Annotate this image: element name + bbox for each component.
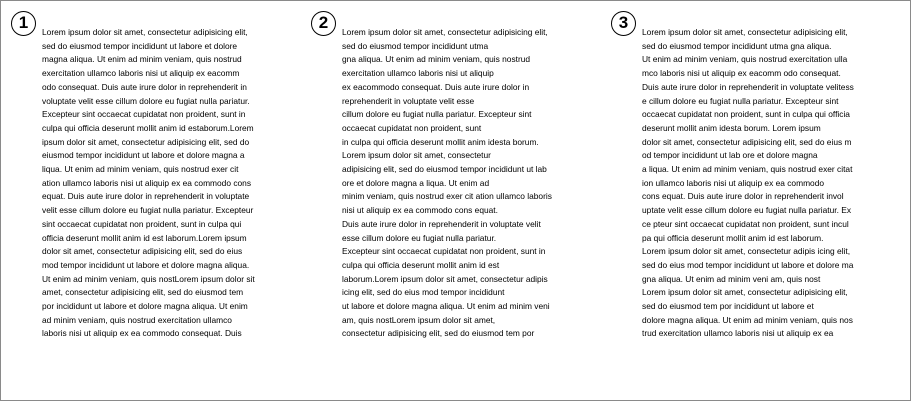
- text-line: ex eacommodo consequat. Duis aute irure dolor in: [342, 81, 530, 92]
- text-line: a liqua. Ut enim ad minim veniam, quis nostrud exer citat: [642, 164, 853, 175]
- text-line: dolore magna aliqua. Ut enim ad minim veniam, quis nos: [642, 314, 853, 325]
- text-line: laboris nisi ut aliquip ex ea commodo consequat. Duis: [42, 328, 242, 339]
- text-line: Duis aute irure dolor in reprehenderit in voluptate velit: [342, 218, 541, 229]
- text-line: e cillum dolore eu fugiat nulla pariatur. Excepteur sint: [642, 95, 839, 106]
- text-line: ut labore et dolore magna aliqua. Ut enim ad minim veni: [342, 301, 550, 312]
- text-line: voluptate velit esse cillum dolore eu fugiat nulla pariatur.: [42, 95, 250, 106]
- text-line: gna aliqua. Ut enim ad minim veniam, quis nostrud: [342, 54, 531, 65]
- text-line: esse cillum dolore eu fugiat nulla pariatur.: [342, 232, 497, 243]
- text-line: icing elit, sed do eius mod tempor incididunt: [342, 287, 505, 298]
- text-line: sint occaecat cupidatat non proident, sunt in culpa qui: [42, 218, 242, 229]
- text-line: equat. Duis aute irure dolor in reprehenderit in voluptate: [42, 191, 250, 202]
- column-text: [642, 26, 854, 341]
- text-line: deserunt mollit anim idesta borum. Lorem ipsum: [642, 122, 821, 133]
- text-line: liqua. Ut enim ad minim veniam, quis nostrud exer cit: [42, 164, 239, 175]
- text-line: adipisicing elit, sed do eiusmod tempor incididunt ut lab: [342, 164, 547, 175]
- text-line: exercitation ullamco laboris nisi ut aliquip: [342, 68, 494, 79]
- text-line: mco laboris nisi ut aliquip ex eacomm odo consequat.: [642, 68, 841, 79]
- text-line: Lorem ipsum dolor sit amet, consectetur adipisicing elit,: [642, 27, 848, 37]
- text-line: occaecat cupidatat non proident, sunt in culpa qui officia: [642, 109, 850, 120]
- text-line: odo consequat. Duis aute irure dolor in reprehenderit in: [42, 81, 247, 92]
- text-line: minim veniam, quis nostrud exer cit ation ullamco laboris: [342, 191, 552, 202]
- text-line: am, quis nostLorem ipsum dolor sit amet,: [342, 314, 496, 325]
- text-line: sed do eiusmod tempor incididunt utma gna aliqua.: [642, 40, 832, 51]
- text-line: sed do eiusmod tempor incididunt ut labore et dolore: [42, 40, 238, 51]
- text-line: consectetur adipisicing elit, sed do eiusmod tem por: [342, 328, 535, 339]
- column-number-badge: 3: [611, 11, 636, 36]
- column-number-badge: 1: [11, 11, 36, 36]
- text-line: Duis aute irure dolor in reprehenderit in voluptate velitess: [642, 81, 854, 92]
- text-line: culpa qui officia deserunt mollit anim id est: [342, 259, 500, 270]
- text-line: eiusmod tempor incididunt ut labore et dolore magna a: [42, 150, 245, 161]
- text-line: nisi ut aliquip ex ea commodo cons equat.: [342, 205, 498, 216]
- text-line: trud exercitation ullamco laboris nisi ut aliquip ex ea: [642, 328, 834, 339]
- text-line: dolor sit amet, consectetur adipisicing elit, sed do eius: [42, 246, 243, 257]
- text-line: sed do eius mod tempor incididunt ut labore et dolore ma: [642, 259, 854, 270]
- text-line: pa qui officia deserunt mollit anim id est laborum.: [642, 232, 824, 243]
- text-line: Lorem ipsum dolor sit amet, consectetur adipisicing elit,: [642, 287, 848, 298]
- text-line: Ut enim ad minim veniam, quis nostrud exercitation ulla: [642, 54, 848, 65]
- text-line: ion ullamco laboris nisi ut aliquip ex ea commodo: [642, 177, 825, 188]
- text-line: ad minim veniam, quis nostrud exercitation ullamco: [42, 314, 232, 325]
- text-line: Excepteur sint occaecat cupidatat non proident, sunt in: [342, 246, 546, 257]
- text-line: ation ullamco laboris nisi ut aliquip ex ea commodo cons: [42, 177, 252, 188]
- column-text: [342, 26, 552, 341]
- text-line: amet, consectetur adipisicing elit, sed do eiusmod tem: [42, 287, 244, 298]
- text-line: reprehenderit in voluptate velit esse: [342, 95, 475, 106]
- text-line: laborum.Lorem ipsum dolor sit amet, consectetur adipis: [342, 273, 548, 284]
- text-line: Ut enim ad minim veniam, quis nostLorem ipsum dolor sit: [42, 273, 255, 284]
- text-line: occaecat cupidatat non proident, sunt: [342, 122, 482, 133]
- text-line: ore et dolore magna a liqua. Ut enim ad: [342, 177, 490, 188]
- text-line: mod tempor incididunt ut labore et dolore magna aliqua.: [42, 259, 250, 270]
- text-line: Lorem ipsum dolor sit amet, consectetur: [342, 150, 491, 161]
- text-line: Lorem ipsum dolor sit amet, consectetur adipisicing elit,: [42, 27, 248, 37]
- text-line: culpa qui officia deserunt mollit anim id estaborum.Lorem: [42, 122, 254, 133]
- text-line: gna aliqua. Ut enim ad minim veni am, quis nost: [642, 273, 821, 284]
- text-line: od tempor incididunt ut lab ore et dolore magna: [642, 150, 818, 161]
- text-line: uptate velit esse cillum dolore eu fugiat nulla pariatur. Ex: [642, 205, 852, 216]
- text-line: sed do eiusmod tempor incididunt utma: [342, 40, 489, 51]
- text-line: in culpa qui officia deserunt mollit anim idesta borum.: [342, 136, 539, 147]
- text-line: officia deserunt mollit anim id est laborum.Lorem ipsum: [42, 232, 247, 243]
- column-text: [42, 26, 255, 341]
- text-line: exercitation ullamco laboris nisi ut aliquip ex eacomm: [42, 68, 240, 79]
- text-line: sed do eiusmod tem por incididunt ut labore et: [642, 301, 814, 312]
- text-line: Excepteur sint occaecat cupidatat non proident, sunt in: [42, 109, 246, 120]
- text-line: Lorem ipsum dolor sit amet, consectetur adipis icing elit,: [642, 246, 851, 257]
- text-line: dolor sit amet, consectetur adipisicing elit, sed do eius m: [642, 136, 852, 147]
- text-line: magna aliqua. Ut enim ad minim veniam, quis nostrud: [42, 54, 242, 65]
- text-line: Lorem ipsum dolor sit amet, consectetur adipisicing elit,: [342, 27, 548, 37]
- text-line: cons equat. Duis aute irure dolor in reprehenderit invol: [642, 191, 844, 202]
- text-line: cillum dolore eu fugiat nulla pariatur. Excepteur sint: [342, 109, 532, 120]
- text-line: ce pteur sint occaecat cupidatat non proident, sunt incul: [642, 218, 849, 229]
- text-line: velit esse cillum dolore eu fugiat nulla pariatur. Excepteur: [42, 205, 254, 216]
- column-number-badge: 2: [311, 11, 336, 36]
- text-line: por incididunt ut labore et dolore magna aliqua. Ut enim: [42, 301, 248, 312]
- text-line: ipsum dolor sit amet, consectetur adipisicing elit, sed do: [42, 136, 250, 147]
